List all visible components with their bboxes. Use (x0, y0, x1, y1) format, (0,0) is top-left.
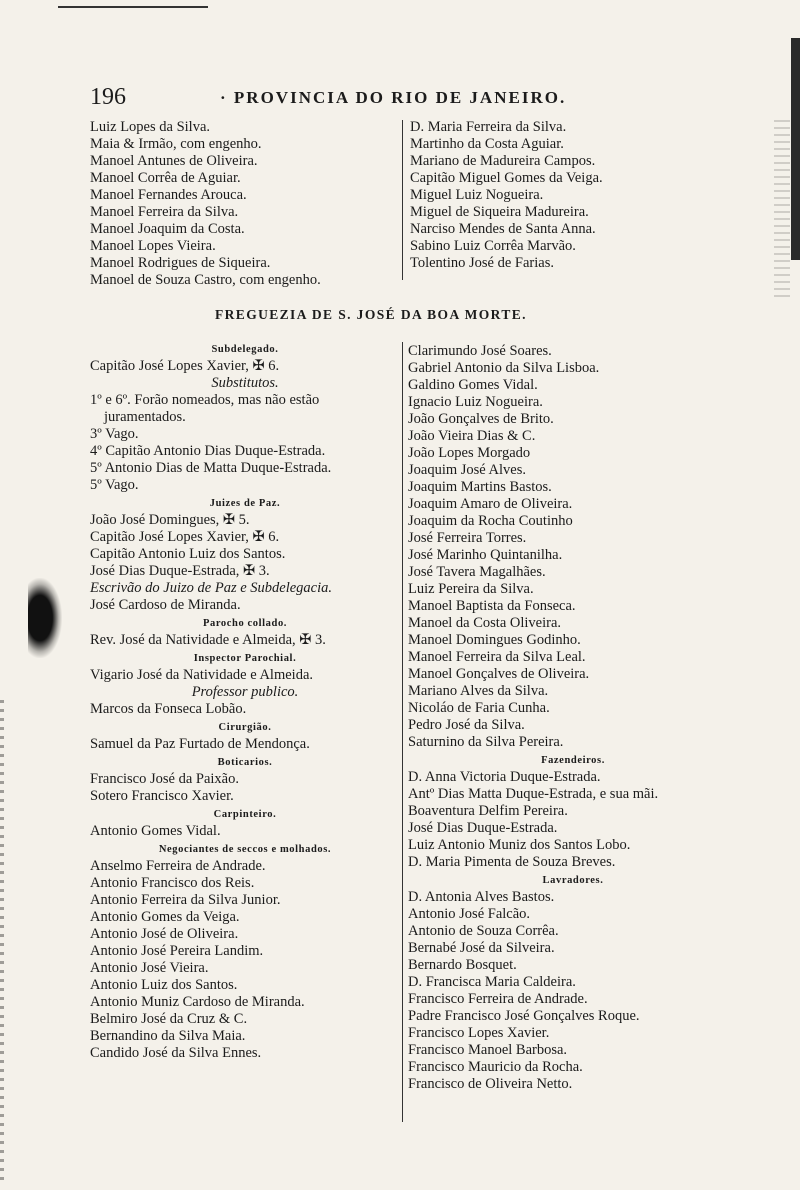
list-item: Manoel da Costa Oliveira. (408, 615, 562, 631)
list-item: José Ferreira Torres. (408, 530, 527, 546)
list-item: Joaquim Amaro de Oliveira. (408, 496, 573, 512)
list-item: Marcos da Fonseca Lobão. (90, 701, 247, 717)
ink-blot (28, 578, 62, 658)
list-item: Manoel Domingues Godinho. (408, 632, 581, 648)
list-item: Bernandino da Silva Maia. (90, 1028, 246, 1044)
list-item: D. Francisca Maria Caldeira. (408, 974, 576, 990)
list-item: José Tavera Magalhães. (408, 564, 546, 580)
list-item: Rev. José da Natividade e Almeida, ✠ 3. (90, 632, 326, 648)
list-item: Antonio Francisco dos Reis. (90, 875, 255, 891)
heading-professor: Professor publico. (191, 684, 299, 700)
list-item: Joaquim da Rocha Coutinho (408, 513, 573, 529)
list-item: 4º Capitão Antonio Dias Duque-Estrada. (90, 443, 326, 459)
list-item: Anselmo Ferreira de Andrade. (90, 858, 266, 874)
list-item: Pedro José da Silva. (408, 717, 525, 733)
binding-edge (791, 38, 800, 260)
list-item: Antonio José Pereira Landim. (90, 943, 264, 959)
scan-noise-left (0, 700, 4, 1180)
column-divider-top (402, 120, 403, 280)
top-left-list (90, 119, 321, 289)
list-item: Antonio Gomes Vidal. (90, 823, 221, 839)
list-item: Antonio Muniz Cardoso de Miranda. (90, 994, 305, 1010)
running-title: · PROVINCIA DO RIO DE JANEIRO. (220, 88, 567, 107)
list-item: Miguel Luiz Nogueira. (410, 187, 544, 203)
list-item: João José Domingues, ✠ 5. (90, 512, 250, 528)
heading-carpinteiro: Carpinteiro. (213, 809, 277, 820)
list-item: Nicoláo de Faria Cunha. (408, 700, 550, 716)
heading-juizes: Juizes de Paz. (209, 498, 281, 509)
list-item: D. Maria Pimenta de Souza Breves. (408, 854, 616, 870)
list-item: Bernardo Bosquet. (408, 957, 517, 973)
list-item: juramentados. (104, 409, 186, 425)
list-item: Manoel Baptista da Fonseca. (408, 598, 576, 614)
list-item: José Marinho Quintanilha. (408, 547, 563, 563)
list-item: Antº Dias Matta Duque-Estrada, e sua mãi. (408, 786, 659, 802)
list-item: Francisco Manoel Barbosa. (408, 1042, 568, 1058)
list-item: 5º Antonio Dias de Matta Duque-Estrada. (90, 460, 332, 476)
list-item: Francisco José da Paixão. (90, 771, 239, 787)
list-item: Francisco de Oliveira Netto. (408, 1076, 573, 1092)
list-item: João Vieira Dias & C. (408, 428, 536, 444)
page-number: 196 (90, 84, 126, 110)
list-item: Sotero Francisco Xavier. (90, 788, 234, 804)
list-item: Antonio Ferreira da Silva Junior. (90, 892, 281, 908)
list-item: Francisco Mauricio da Rocha. (408, 1059, 583, 1075)
list-item: D. Anna Victoria Duque-Estrada. (408, 769, 601, 785)
list-item: Francisco Lopes Xavier. (408, 1025, 550, 1041)
list-item: Mariano Alves da Silva. (408, 683, 549, 699)
list-item: Saturnino da Silva Pereira. (408, 734, 564, 750)
list-item: Manoel Joaquim da Costa. (90, 221, 245, 237)
list-item: Ignacio Luiz Nogueira. (408, 394, 543, 410)
list-item: Sabino Luiz Corrêa Marvão. (410, 238, 576, 254)
page-header (90, 84, 610, 114)
list-item: Antonio José de Oliveira. (90, 926, 239, 942)
list-item: Padre Francisco José Gonçalves Roque. (408, 1008, 640, 1024)
list-item: Capitão Antonio Luiz dos Santos. (90, 546, 286, 562)
list-item: José Dias Duque-Estrada. (408, 820, 558, 836)
list-item: Francisco Ferreira de Andrade. (408, 991, 588, 1007)
list-item: Tolentino José de Farias. (410, 255, 554, 271)
list-item: José Dias Duque-Estrada, ✠ 3. (90, 563, 270, 579)
heading-subdelegado: Subdelegado. (211, 344, 279, 355)
heading-parocho: Parocho collado. (202, 618, 288, 629)
list-item: Antonio de Souza Corrêa. (408, 923, 559, 939)
list-item: Martinho da Costa Aguiar. (410, 136, 564, 152)
list-item: Candido José da Silva Ennes. (90, 1045, 262, 1061)
heading-escrivao: Escrivão do Juizo de Paz e Subdelegacia. (90, 580, 333, 596)
parish-right-column (408, 343, 738, 1093)
list-item: Manoel Ferreira da Silva Leal. (408, 649, 586, 665)
heading-boticarios: Boticarios. (217, 757, 273, 768)
list-item: Joaquim Martins Bastos. (408, 479, 552, 495)
list-item: Manoel Ferreira da Silva. (90, 204, 239, 220)
list-item: Maia & Irmão, com engenho. (90, 136, 262, 152)
parish-left-column (90, 340, 400, 1062)
column-divider-body (402, 342, 403, 1122)
list-item: Manoel Rodrigues de Siqueira. (90, 255, 271, 271)
list-item: Vigario José da Natividade e Almeida. (90, 667, 314, 683)
list-item: Antonio José Vieira. (90, 960, 209, 976)
heading-lavradores: Lavradores. (542, 875, 604, 886)
list-item: Luiz Pereira da Silva. (408, 581, 534, 597)
scan-noise-right (774, 120, 790, 300)
list-item: Luiz Antonio Muniz dos Santos Lobo. (408, 837, 631, 853)
heading-substitutos: Substitutos. (211, 375, 279, 391)
list-item: Galdino Gomes Vidal. (408, 377, 538, 393)
list-item: Manoel Corrêa de Aguiar. (90, 170, 241, 186)
list-item: Mariano de Madureira Campos. (410, 153, 596, 169)
heading-inspector: Inspector Parochial. (193, 653, 297, 664)
list-item: Manoel Gonçalves de Oliveira. (408, 666, 590, 682)
list-item: Manoel de Souza Castro, com engenho. (90, 272, 321, 288)
list-item: Capitão Miguel Gomes da Veiga. (410, 170, 603, 186)
list-item: Capitão José Lopes Xavier, ✠ 6. (90, 358, 280, 374)
list-item: Bernabé José da Silveira. (408, 940, 555, 956)
list-item: Capitão José Lopes Xavier, ✠ 6. (90, 529, 280, 545)
list-item: Boaventura Delfim Pereira. (408, 803, 568, 819)
list-item: Narciso Mendes de Santa Anna. (410, 221, 596, 237)
list-item: Antonio José Falcão. (408, 906, 531, 922)
list-item: Samuel da Paz Furtado de Mendonça. (90, 736, 310, 752)
heading-cirurgiao: Cirurgião. (218, 722, 272, 733)
list-item: D. Antonia Alves Bastos. (408, 889, 555, 905)
list-item: Luiz Lopes da Silva. (90, 119, 211, 135)
top-right-list (410, 119, 603, 272)
list-item: Belmiro José da Cruz & C. (90, 1011, 248, 1027)
list-item: Manoel Fernandes Arouca. (90, 187, 247, 203)
heading-negociantes: Negociantes de seccos e molhados. (158, 844, 332, 855)
list-item: 3º Vago. (90, 426, 139, 442)
list-item: Antonio Luiz dos Santos. (90, 977, 238, 993)
list-item: Antonio Gomes da Veiga. (90, 909, 240, 925)
list-item: João Lopes Morgado (408, 445, 531, 461)
list-item: Miguel de Siqueira Madureira. (410, 204, 589, 220)
list-item: Gabriel Antonio da Silva Lisboa. (408, 360, 600, 376)
section-title: FREGUEZIA DE S. JOSÉ DA BOA MORTE. (215, 307, 527, 322)
list-item: 5º Vago. (90, 477, 139, 493)
list-item: D. Maria Ferreira da Silva. (410, 119, 567, 135)
list-item: Clarimundo José Soares. (408, 343, 552, 359)
list-item: 1º e 6º. Forão nomeados, mas não estão (90, 392, 320, 408)
list-item: João Gonçalves de Brito. (408, 411, 554, 427)
list-item: Manoel Lopes Vieira. (90, 238, 216, 254)
list-item: José Cardoso de Miranda. (90, 597, 241, 613)
list-item: Manoel Antunes de Oliveira. (90, 153, 258, 169)
list-item: Joaquim José Alves. (408, 462, 527, 478)
top-rule (58, 6, 208, 8)
heading-fazendeiros: Fazendeiros. (541, 755, 605, 766)
